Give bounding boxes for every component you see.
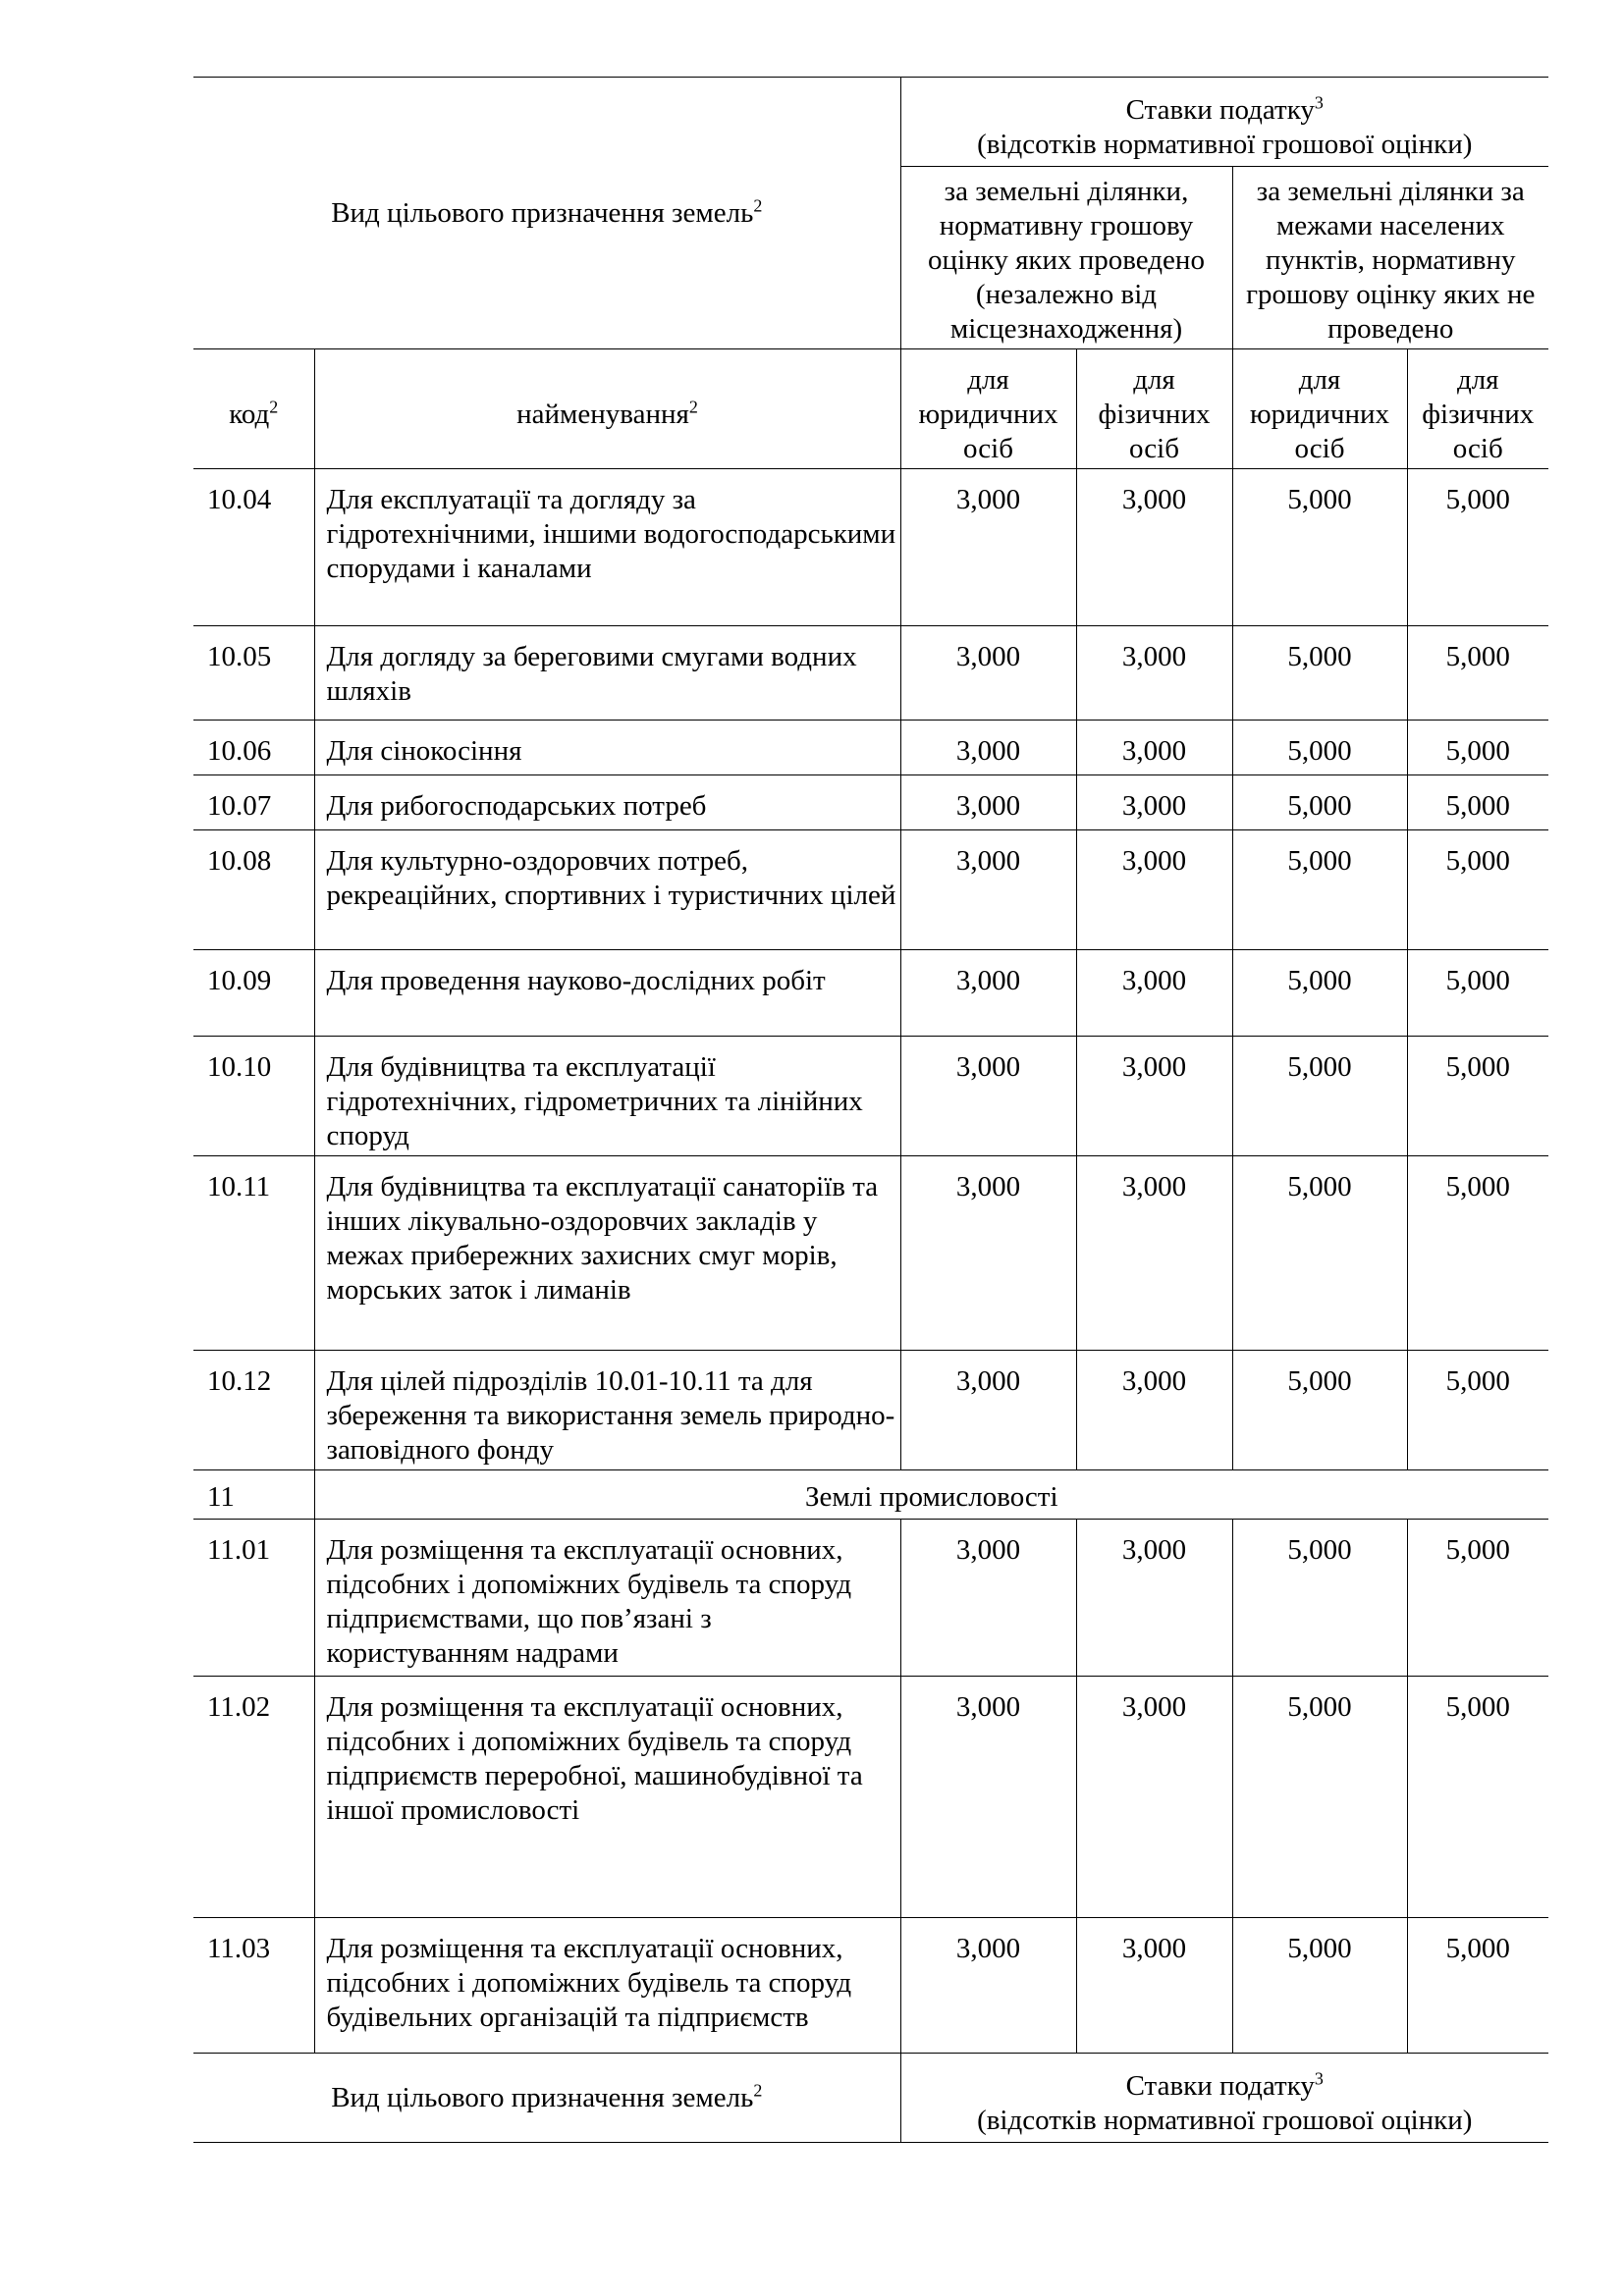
rate-legal-assessed: 3,000 (900, 1156, 1076, 1351)
rate-legal-not-assessed: 5,000 (1232, 775, 1407, 830)
rate-physical-not-assessed: 5,000 (1407, 469, 1548, 626)
rate-legal-not-assessed: 5,000 (1232, 950, 1407, 1037)
row-name: Для розміщення та експлуатації основних, підсобних і допоміжних будівель та споруд будівельних організацій та підприємств (314, 1918, 900, 2054)
name-label: найменування (516, 399, 689, 430)
rate-legal-not-assessed: 5,000 (1232, 1156, 1407, 1351)
table-row (193, 626, 1548, 721)
rate-physical-not-assessed: 5,000 (1407, 1520, 1548, 1677)
rate-legal-assessed: 3,000 (900, 469, 1076, 626)
rates-subtitle-repeat: (відсотків нормативної грошової оцінки) (977, 2105, 1473, 2136)
rates-header (900, 78, 1548, 167)
row-code: 10.04 (193, 469, 314, 626)
rate-physical-not-assessed: 5,000 (1407, 1156, 1548, 1351)
row-name: Для догляду за береговими смугами водних шляхів (314, 626, 900, 721)
rate-legal-not-assessed: 5,000 (1232, 721, 1407, 775)
row-code: 10.06 (193, 721, 314, 775)
rate-legal-assessed: 3,000 (900, 950, 1076, 1037)
row-code: 11.01 (193, 1520, 314, 1677)
rate-legal-assessed: 3,000 (900, 775, 1076, 830)
row-name: Для рибогосподарських потреб (314, 775, 900, 830)
name-header (314, 349, 900, 469)
group-assessed-header: за земельні ділянки, нормативну грошову оцінку яких проведено (незалежно від місцезнаходження) (900, 167, 1232, 349)
rate-legal-not-assessed: 5,000 (1232, 469, 1407, 626)
table-row (193, 1037, 1548, 1156)
table-row (193, 775, 1548, 830)
rate-physical-assessed: 3,000 (1076, 1918, 1232, 2054)
row-code: 10.11 (193, 1156, 314, 1351)
rate-legal-assessed: 3,000 (900, 1037, 1076, 1156)
rate-physical-not-assessed: 5,000 (1407, 1677, 1548, 1918)
rate-physical-not-assessed: 5,000 (1407, 1037, 1548, 1156)
purpose-footnote-ref-repeat: 2 (753, 2079, 763, 2100)
table-row (193, 1918, 1548, 2054)
repeated-header-row (193, 2054, 1548, 2143)
rate-physical-not-assessed: 5,000 (1407, 1351, 1548, 1470)
section-code: 11 (193, 1470, 314, 1520)
rate-legal-assessed: 3,000 (900, 1520, 1076, 1677)
purpose-title: Вид цільового призначення земель (331, 196, 754, 229)
rate-legal-assessed: 3,000 (900, 626, 1076, 721)
row-name: Для культурно-оздоровчих потреб, рекреаційних, спортивних і туристичних цілей (314, 830, 900, 950)
rates-subtitle: (відсотків нормативної грошової оцінки) (977, 129, 1473, 160)
rate-physical-assessed: 3,000 (1076, 775, 1232, 830)
rate-physical-assessed: 3,000 (1076, 721, 1232, 775)
row-code: 10.07 (193, 775, 314, 830)
section-row (193, 1470, 1548, 1520)
rate-legal-not-assessed: 5,000 (1232, 1918, 1407, 2054)
table-row (193, 1520, 1548, 1677)
table-row (193, 721, 1548, 775)
section-11 (193, 1470, 1548, 1520)
section-title: Землі промисловості (314, 1470, 1548, 1520)
rate-legal-not-assessed: 5,000 (1232, 830, 1407, 950)
code-label: код (229, 399, 270, 430)
row-code: 10.09 (193, 950, 314, 1037)
rate-legal-assessed: 3,000 (900, 721, 1076, 775)
rows-group-11 (193, 1520, 1548, 2054)
row-name: Для розміщення та експлуатації основних, підсобних і допоміжних будівель та споруд підприємствами, що пов’язані з користуванням надрами (314, 1520, 900, 1677)
row-code: 10.05 (193, 626, 314, 721)
group-not-assessed-header: за земельні ділянки за межами населених пунктів, нормативну грошову оцінку яких не проведено (1232, 167, 1548, 349)
rate-physical-assessed: 3,000 (1076, 626, 1232, 721)
rate-physical-assessed: 3,000 (1076, 1677, 1232, 1918)
code-header (193, 349, 314, 469)
row-name: Для проведення науково-дослідних робіт (314, 950, 900, 1037)
rate-physical-assessed: 3,000 (1076, 1351, 1232, 1470)
rate-legal-not-assessed: 5,000 (1232, 1520, 1407, 1677)
rate-physical-assessed: 3,000 (1076, 1156, 1232, 1351)
rows-group-10 (193, 469, 1548, 1470)
row-name: Для будівництва та експлуатації гідротехнічних, гідрометричних та лінійних споруд (314, 1037, 900, 1156)
rate-physical-assessed: 3,000 (1076, 1037, 1232, 1156)
rate-physical-not-assessed: 5,000 (1407, 1918, 1548, 2054)
rates-title: Ставки податку (1125, 94, 1315, 126)
land-tax-rates-table (193, 77, 1548, 2143)
purpose-title-repeat: Вид цільового призначення земель (331, 2081, 754, 2113)
rates-footnote-ref: 3 (1314, 92, 1324, 113)
row-name: Для розміщення та експлуатації основних, підсобних і допоміжних будівель та споруд підприємств переробної, машинобудівної та іншої промисловості (314, 1677, 900, 1918)
physical-persons-header-2: для фізичних осіб (1407, 349, 1548, 469)
rate-legal-assessed: 3,000 (900, 1918, 1076, 2054)
rates-header-repeat (900, 2054, 1548, 2143)
rate-legal-not-assessed: 5,000 (1232, 626, 1407, 721)
rate-physical-assessed: 3,000 (1076, 1520, 1232, 1677)
rate-legal-assessed: 3,000 (900, 1351, 1076, 1470)
rate-physical-assessed: 3,000 (1076, 950, 1232, 1037)
rates-footnote-ref-repeat: 3 (1314, 2068, 1324, 2089)
rate-legal-not-assessed: 5,000 (1232, 1037, 1407, 1156)
rate-physical-assessed: 3,000 (1076, 469, 1232, 626)
code-footnote-ref: 2 (269, 397, 279, 417)
document-page (193, 77, 1548, 2143)
header-row-1 (193, 78, 1548, 167)
physical-persons-header-1: для фізичних осіб (1076, 349, 1232, 469)
purpose-header-repeat (193, 2054, 900, 2143)
rate-legal-assessed: 3,000 (900, 1677, 1076, 1918)
purpose-header (193, 78, 900, 349)
name-footnote-ref: 2 (688, 397, 698, 417)
purpose-footnote-ref: 2 (753, 194, 763, 215)
row-code: 10.12 (193, 1351, 314, 1470)
row-code: 10.10 (193, 1037, 314, 1156)
row-name: Для будівництва та експлуатації санаторіїв та інших лікувально-оздоровчих закладів у межах прибережних захисних смуг морів, морських заток і лиманів (314, 1156, 900, 1351)
rate-legal-assessed: 3,000 (900, 830, 1076, 950)
legal-persons-header-2: для юридичних осіб (1232, 349, 1407, 469)
table-row (193, 1156, 1548, 1351)
table-row (193, 469, 1548, 626)
row-code: 11.03 (193, 1918, 314, 2054)
row-code: 10.08 (193, 830, 314, 950)
rate-legal-not-assessed: 5,000 (1232, 1351, 1407, 1470)
table-row (193, 950, 1548, 1037)
rates-title-repeat: Ставки податку (1125, 2070, 1315, 2102)
table-row (193, 1677, 1548, 1918)
row-code: 11.02 (193, 1677, 314, 1918)
row-name: Для експлуатації та догляду за гідротехнічними, іншими водогосподарськими спорудами і каналами (314, 469, 900, 626)
rate-physical-not-assessed: 5,000 (1407, 626, 1548, 721)
table-row (193, 1351, 1548, 1470)
rate-physical-not-assessed: 5,000 (1407, 950, 1548, 1037)
legal-persons-header-1: для юридичних осіб (900, 349, 1076, 469)
row-name: Для сінокосіння (314, 721, 900, 775)
rate-physical-not-assessed: 5,000 (1407, 830, 1548, 950)
row-name: Для цілей підрозділів 10.01-10.11 та для збереження та використання земель природно-заповідного фонду (314, 1351, 900, 1470)
rate-physical-assessed: 3,000 (1076, 830, 1232, 950)
rate-physical-not-assessed: 5,000 (1407, 721, 1548, 775)
rate-physical-not-assessed: 5,000 (1407, 775, 1548, 830)
header-row-3 (193, 349, 1548, 469)
table-row (193, 830, 1548, 950)
rate-legal-not-assessed: 5,000 (1232, 1677, 1407, 1918)
